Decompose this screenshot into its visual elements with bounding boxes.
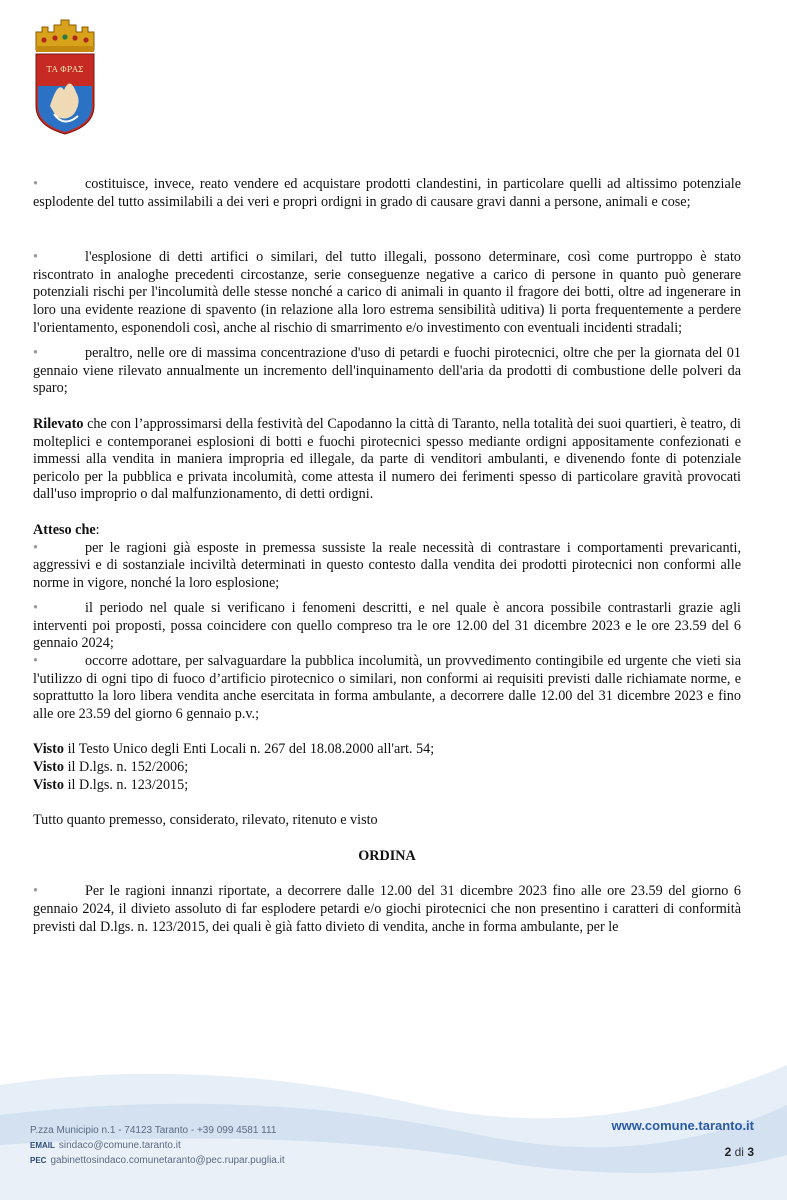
crown-icon xyxy=(36,20,94,52)
bullet-icon: • xyxy=(33,176,38,192)
crest-motto: ΤΑ ΦΡΑΣ xyxy=(46,65,84,74)
document-body xyxy=(33,176,741,936)
footer-email[interactable]: sindaco@comune.taranto.it xyxy=(58,1140,181,1151)
bullet-icon: • xyxy=(33,539,38,556)
rilevato-label: Rilevato xyxy=(33,415,84,432)
paragraph-clandestini: • costituisce, invece, reato vendere ed acquistare prodotti clandestini, in particolare quelli ad altissimo potenziale esplodente del tutto assimilabili a dei veri e propri ordigni in grado di causare gravi danni a persone, animali e cose; xyxy=(33,176,741,210)
page-number: 2 di 3 xyxy=(724,1145,754,1159)
bullet-icon: • xyxy=(33,600,38,617)
taranto-coat-of-arms xyxy=(30,18,100,136)
footer-right xyxy=(611,1118,754,1159)
pec-label: PEC xyxy=(30,1156,47,1165)
paragraph-inquinamento: • peraltro, nelle ore di massima concentrazione d'uso di petardi e fuochi pirotecnici, oltre che per la giornata del 01 gennaio viene rilevato annualmente un incremento dell'inquinamento dell'aria da prodotti di combustione delle polveri da sparo; xyxy=(33,345,741,397)
email-label: EMAIL xyxy=(30,1141,55,1150)
bullet-icon: • xyxy=(33,883,38,900)
footer-website-link[interactable]: www.comune.taranto.it xyxy=(611,1118,754,1133)
bullet-icon: • xyxy=(33,653,38,670)
visto-line-3: Visto il D.lgs. n. 123/2015; xyxy=(33,776,189,793)
paragraph-tutto: Tutto quanto premesso, considerato, rilevato, ritenuto e visto xyxy=(33,812,378,829)
footer-address: P.zza Municipio n.1 - 74123 Taranto - +39 099 4581 111 xyxy=(30,1125,277,1136)
visto-line-1: Visto il Testo Unico degli Enti Locali n. 267 del 18.08.2000 all'art. 54; xyxy=(33,741,435,758)
footer-pec[interactable]: gabinettosindaco.comunetaranto@pec.rupar.puglia.it xyxy=(50,1155,285,1166)
paragraph-atteso-1: • per le ragioni già esposte in premessa sussiste la reale necessità di contrastare i comportamenti prevaricanti, aggressivi e di sostanziale inciviltà determinati in questo contesto dalla vendita dei prodotti pirotecnici non conformi alle norme in vigore, nonché la loro esplosione; xyxy=(33,539,741,591)
visto-line-2: Visto il D.lgs. n. 152/2006; xyxy=(33,759,189,776)
ordina-heading: ORDINA xyxy=(358,847,416,864)
footer-pec-line xyxy=(30,1153,285,1168)
atteso-heading: Atteso che: xyxy=(33,521,100,538)
paragraph-atteso-2: • il periodo nel quale si verificano i fenomeni descritti, e nel quale è ancora possibile contrastarli grazie agli interventi poi proposti, possa coincidere con quello compreso tra le ore 12.00 del 31 dicembre 2023 e le ore 23.59 del 6 gennaio 2024; xyxy=(33,600,741,652)
paragraph-rilevato: Rilevato che con l’approssimarsi della festività del Capodanno la città di Taranto, nella totalità dei suoi quartieri, è teatro, di molteplici e contemporanei esplosioni di botti e fuochi pirotecnici spesso mediante ordigni appositamente confezionati e immessi alla vendita in maniera impropria ed illegale, da parte di venditori ambulanti, e divenendo fonte di potenziale pericolo per la pubblica e privata incolumità, come attesta il numero dei ferimenti spesso di particolare gravità provocati dall'uso improprio o dal malfunzionamento, di detti ordigni. xyxy=(33,415,741,503)
bullet-icon: • xyxy=(33,249,38,266)
paragraph-ordina-1: • Per le ragioni innanzi riportate, a decorrere dalle 12.00 del 31 dicembre 2023 fino alle ore 23.59 del giorno 6 gennaio 2024, il divieto assoluto di far esplodere petardi e/o giochi pirotecnici che non presentino i caratteri di conformità previsti dal D.lgs. n. 123/2015, dei quali è già fatto divieto di vendita, anche in forma ambulante, per le xyxy=(33,883,741,935)
paragraph-esplosione: • l'esplosione di detti artifici o similari, del tutto illegali, possono determinare, così come purtroppo è stato riscontrato in analoghe precedenti circostanze, serie conseguenze negative a carico di persone in quanto può generare potenziali rischi per l'incolumità delle stesse nonché a carico di animali in quanto il fragore dei botti, oltre ad ingenerare in loro una evidente reazione di spavento (in relazione alla loro estrema sensibilità uditiva) li porta frequentemente a perdere l'orientamento, esponendoli così, anche al rischio di smarrimento e/o investimento con eventuali incidenti stradali; xyxy=(33,249,741,336)
paragraph-atteso-3: • occorre adottare, per salvaguardare la pubblica incolumità, un provvedimento contingibile ed urgente che vieti sia l'utilizzo di ogni tipo di fuoco d’artificio pirotecnico o similari, non conformi ai requisiti previsti dalle richiamate norme, e soprattutto la loro libera vendita anche esercitata in forma ambulante, a decorrere dalle 12.00 del 31 dicembre 2023 e fino alle ore 23.59 del giorno 6 gennaio p.v.; xyxy=(33,653,741,722)
footer-email-line xyxy=(30,1138,285,1153)
footer-contacts xyxy=(30,1123,285,1168)
bullet-icon: • xyxy=(33,345,38,362)
